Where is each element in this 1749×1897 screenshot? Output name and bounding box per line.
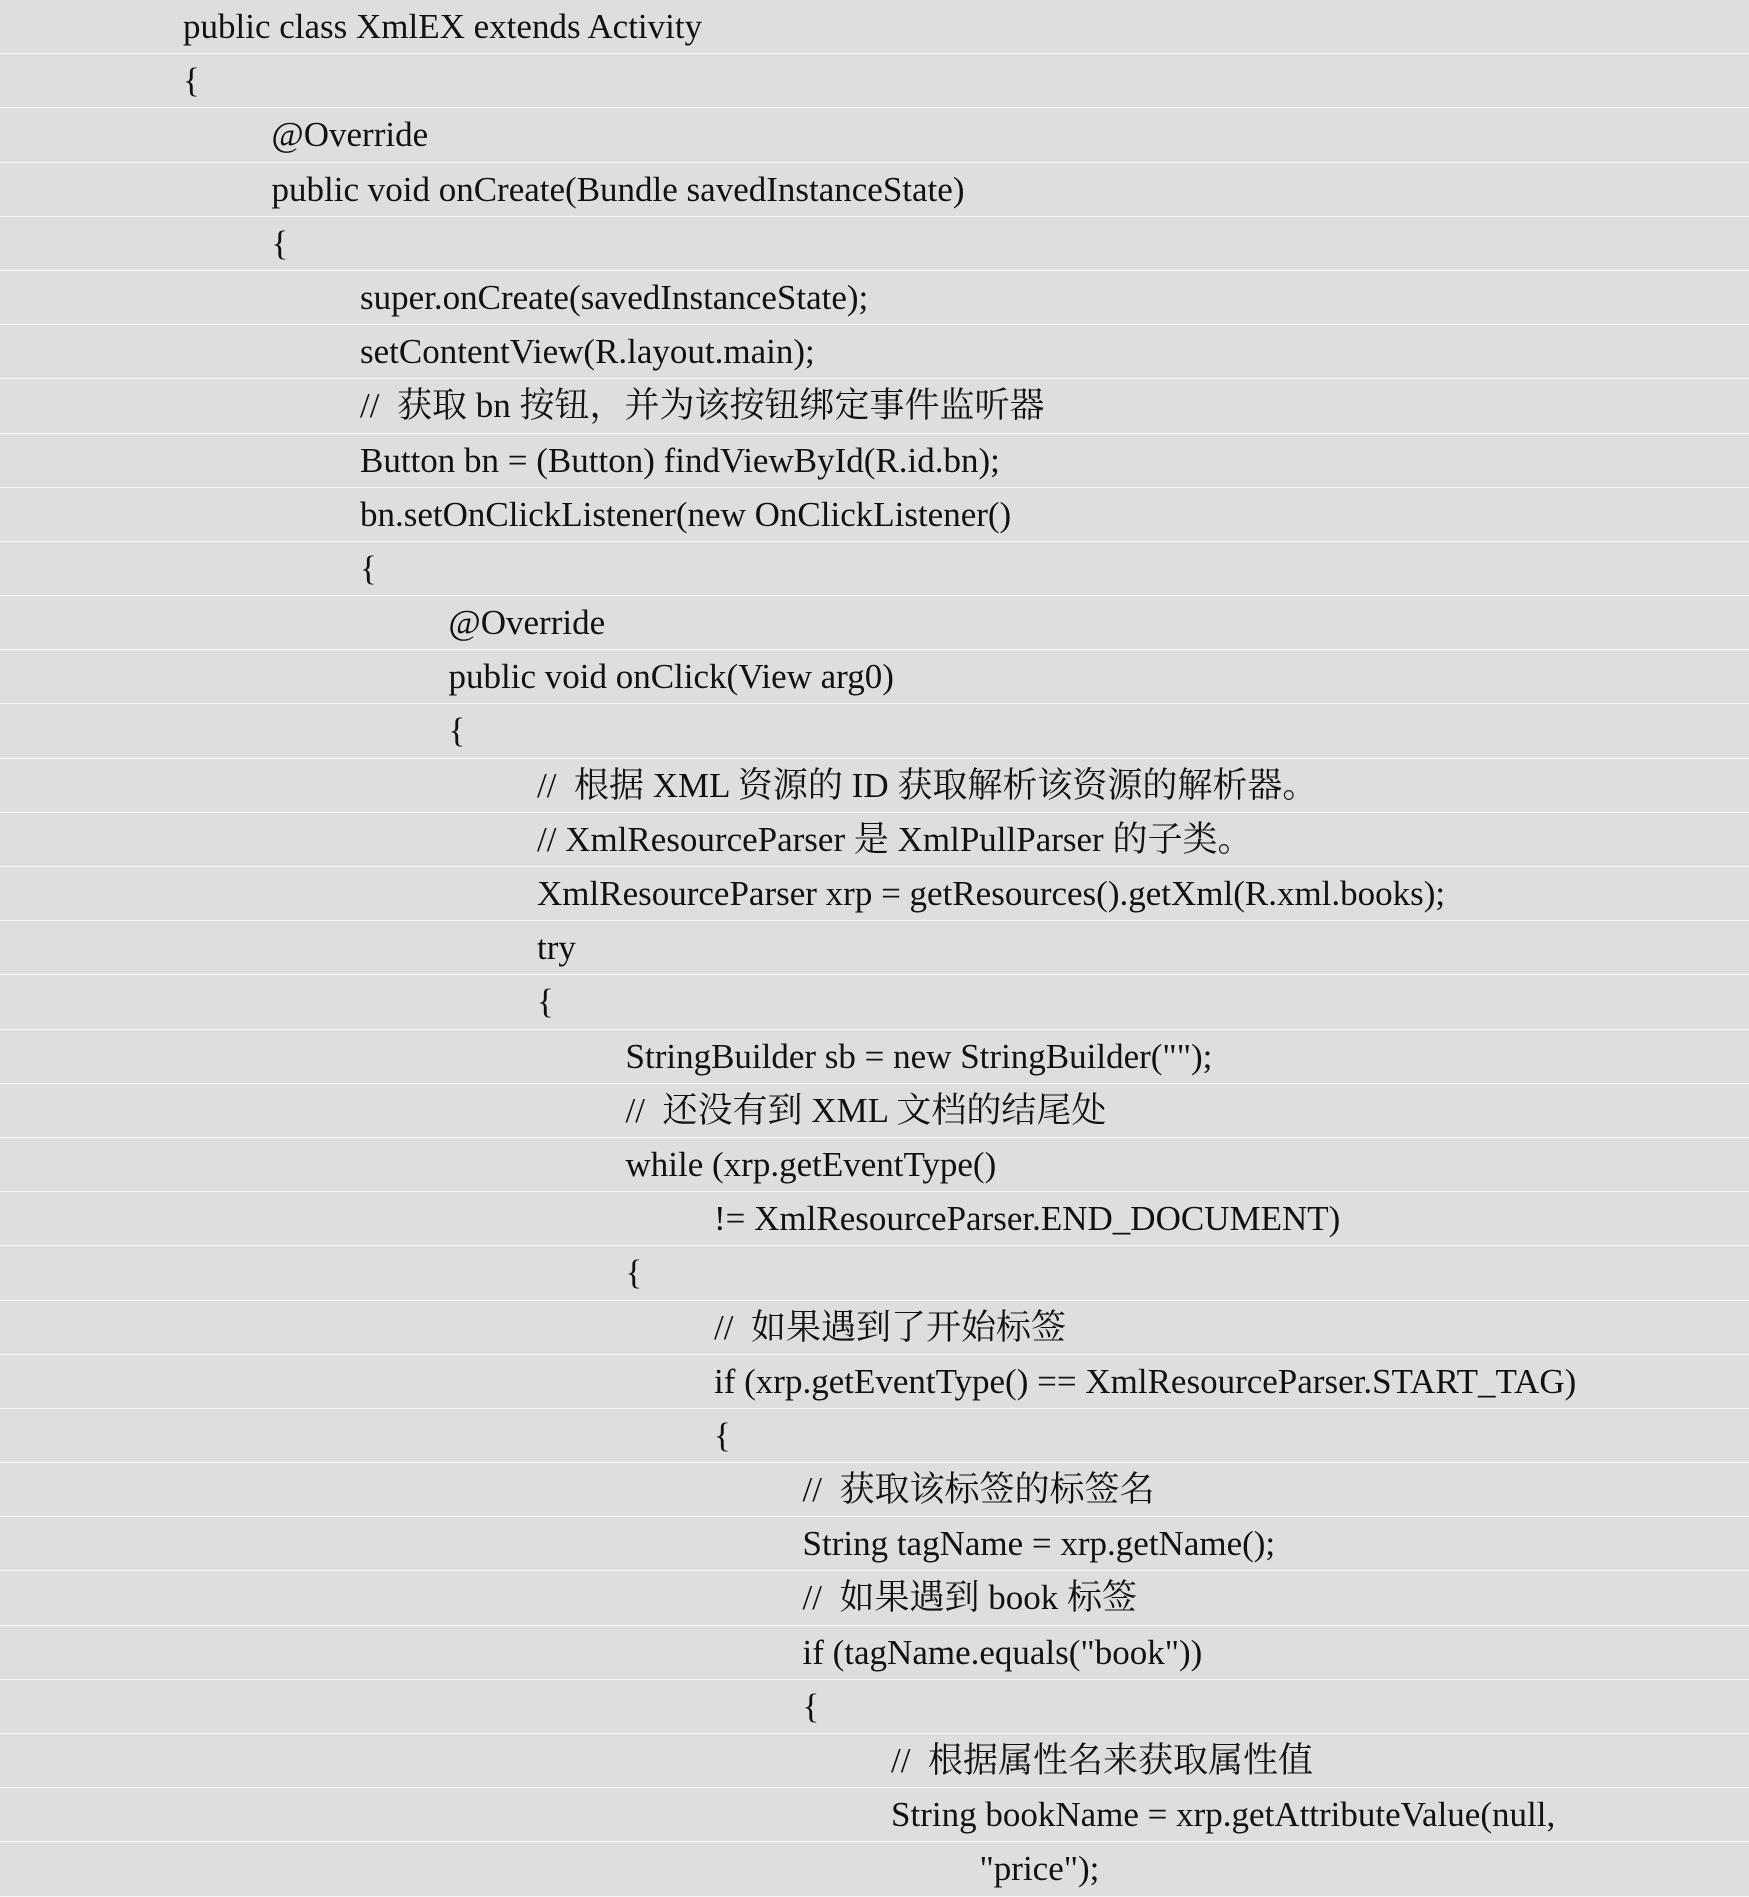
code-line: try bbox=[0, 921, 1749, 975]
code-line: @Override bbox=[0, 108, 1749, 162]
code-line: Button bn = (Button) findViewById(R.id.bn); bbox=[0, 434, 1749, 488]
code-line: // 根据 XML 资源的 ID 获取解析该资源的解析器。 bbox=[0, 759, 1749, 813]
code-line: public void onCreate(Bundle savedInstanceState) bbox=[0, 163, 1749, 217]
code-line: "price"); bbox=[0, 1842, 1749, 1896]
code-line: { bbox=[0, 217, 1749, 271]
code-line: bn.setOnClickListener(new OnClickListener() bbox=[0, 488, 1749, 542]
code-line: StringBuilder sb = new StringBuilder(""); bbox=[0, 1030, 1749, 1084]
code-line: { bbox=[0, 54, 1749, 108]
code-line: XmlResourceParser xrp = getResources().getXml(R.xml.books); bbox=[0, 867, 1749, 921]
code-line: // 获取该标签的标签名 bbox=[0, 1463, 1749, 1517]
code-line: if (tagName.equals("book")) bbox=[0, 1626, 1749, 1680]
code-line: { bbox=[0, 542, 1749, 596]
code-line: // 还没有到 XML 文档的结尾处 bbox=[0, 1084, 1749, 1138]
code-line: { bbox=[0, 975, 1749, 1029]
code-line: // 获取 bn 按钮，并为该按钮绑定事件监听器 bbox=[0, 379, 1749, 433]
code-line: setContentView(R.layout.main); bbox=[0, 325, 1749, 379]
code-line: { bbox=[0, 1680, 1749, 1734]
code-line: // 如果遇到 book 标签 bbox=[0, 1571, 1749, 1625]
code-line: // 根据属性名来获取属性值 bbox=[0, 1734, 1749, 1788]
code-line: // 如果遇到了开始标签 bbox=[0, 1301, 1749, 1355]
code-line: public class XmlEX extends Activity bbox=[0, 0, 1749, 54]
code-line: { bbox=[0, 1246, 1749, 1300]
code-line: while (xrp.getEventType() bbox=[0, 1138, 1749, 1192]
code-line: @Override bbox=[0, 596, 1749, 650]
code-line: public void onClick(View arg0) bbox=[0, 650, 1749, 704]
code-line: { bbox=[0, 704, 1749, 758]
code-line: != XmlResourceParser.END_DOCUMENT) bbox=[0, 1192, 1749, 1246]
code-line: if (xrp.getEventType() == XmlResourceParser.START_TAG) bbox=[0, 1355, 1749, 1409]
code-line: super.onCreate(savedInstanceState); bbox=[0, 271, 1749, 325]
code-line: String tagName = xrp.getName(); bbox=[0, 1517, 1749, 1571]
code-line: String bookName = xrp.getAttributeValue(null, bbox=[0, 1788, 1749, 1842]
code-line: { bbox=[0, 1409, 1749, 1463]
code-line: // XmlResourceParser 是 XmlPullParser 的子类。 bbox=[0, 813, 1749, 867]
